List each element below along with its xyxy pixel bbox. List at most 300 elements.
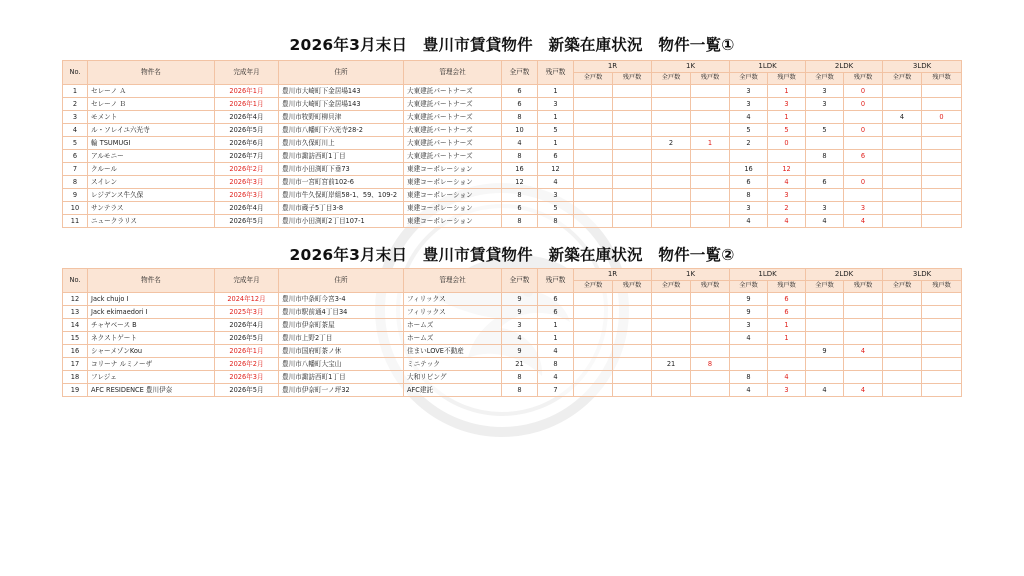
- cell-1k-remaining: [691, 319, 730, 332]
- cell-remaining: 4: [538, 345, 574, 358]
- cell-1k-remaining: [691, 293, 730, 306]
- cell-1ldk-remaining: 6: [768, 293, 806, 306]
- cell-total: 3: [502, 319, 538, 332]
- cell-1k-remaining: [691, 332, 730, 345]
- cell-1ldk-total: 4: [730, 384, 768, 397]
- cell-no: 1: [63, 85, 88, 98]
- cell-1k-total: [652, 215, 691, 228]
- cell-1r-remaining: [613, 202, 652, 215]
- cell-1k-remaining: [691, 111, 730, 124]
- cell-1ldk-total: 3: [730, 319, 768, 332]
- table-row: [63, 371, 962, 384]
- cell-3ldk-remaining: [922, 306, 962, 319]
- col-header-company: 管理会社: [404, 269, 502, 293]
- col-header-company: 管理会社: [404, 61, 502, 85]
- cell-2ldk-total: [806, 306, 844, 319]
- cell-address: 豊川市大崎町下金居場143: [279, 98, 404, 111]
- cell-no: 9: [63, 189, 88, 202]
- col-header-remaining: 残戸数: [538, 61, 574, 85]
- cell-total: 4: [502, 332, 538, 345]
- cell-1ldk-remaining: 6: [768, 306, 806, 319]
- cell-3ldk-total: [883, 371, 922, 384]
- cell-1r-remaining: [613, 306, 652, 319]
- cell-address: 豊川市国府町茶ノ休: [279, 345, 404, 358]
- cell-1ldk-remaining: 0: [768, 137, 806, 150]
- cell-1ldk-remaining: [768, 358, 806, 371]
- cell-completion: 2026年2月: [215, 358, 279, 371]
- cell-property-name: ニュークラリス: [88, 215, 215, 228]
- cell-no: 17: [63, 358, 88, 371]
- cell-2ldk-remaining: [844, 319, 883, 332]
- group-header-2ldk: 2LDK: [806, 269, 883, 281]
- sub-header-total: 全戸数: [574, 281, 613, 293]
- col-header-remaining: 残戸数: [538, 269, 574, 293]
- cell-1k-total: [652, 371, 691, 384]
- cell-2ldk-total: 4: [806, 384, 844, 397]
- cell-1r-total: [574, 215, 613, 228]
- cell-company: 大東建託パートナーズ: [404, 85, 502, 98]
- cell-total: 8: [502, 371, 538, 384]
- cell-1r-total: [574, 176, 613, 189]
- cell-1k-total: [652, 163, 691, 176]
- sub-header-remaining: 残戸数: [844, 281, 883, 293]
- sub-header-total: 全戸数: [652, 281, 691, 293]
- table-row: [63, 384, 962, 397]
- cell-completion: 2026年6月: [215, 137, 279, 150]
- cell-1r-total: [574, 345, 613, 358]
- cell-3ldk-remaining: [922, 85, 962, 98]
- cell-1r-total: [574, 306, 613, 319]
- cell-address: 豊川市小田渕町下垂73: [279, 163, 404, 176]
- cell-address: 豊川市上野2丁目: [279, 332, 404, 345]
- cell-company: フィリックス: [404, 293, 502, 306]
- sub-header-total: 全戸数: [730, 73, 768, 85]
- sub-header-remaining: 残戸数: [613, 73, 652, 85]
- cell-remaining: 6: [538, 306, 574, 319]
- cell-property-name: シャーメゾンKou: [88, 345, 215, 358]
- cell-address: 豊川市八幡町大宝山: [279, 358, 404, 371]
- cell-2ldk-remaining: 0: [844, 98, 883, 111]
- cell-2ldk-total: [806, 137, 844, 150]
- cell-remaining: 7: [538, 384, 574, 397]
- cell-total: 6: [502, 98, 538, 111]
- table-row: [63, 176, 962, 189]
- cell-address: 豊川市大崎町下金居場143: [279, 85, 404, 98]
- cell-total: 8: [502, 111, 538, 124]
- cell-total: 10: [502, 124, 538, 137]
- cell-1ldk-remaining: 4: [768, 215, 806, 228]
- cell-remaining: 8: [538, 358, 574, 371]
- table-row: [63, 306, 962, 319]
- cell-completion: 2026年5月: [215, 215, 279, 228]
- cell-total: 6: [502, 85, 538, 98]
- cell-1ldk-remaining: 4: [768, 176, 806, 189]
- cell-1k-total: 2: [652, 137, 691, 150]
- cell-1k-remaining: [691, 176, 730, 189]
- cell-2ldk-remaining: 4: [844, 384, 883, 397]
- cell-1ldk-total: 4: [730, 111, 768, 124]
- cell-remaining: 1: [538, 85, 574, 98]
- cell-completion: 2026年3月: [215, 176, 279, 189]
- page-title-1: 2026年3月末日 豊川市賃貸物件 新築在庫状況 物件一覧①: [289, 36, 735, 54]
- sub-header-remaining: 残戸数: [613, 281, 652, 293]
- cell-1ldk-remaining: 3: [768, 384, 806, 397]
- cell-remaining: 4: [538, 176, 574, 189]
- cell-total: 4: [502, 137, 538, 150]
- cell-1k-remaining: 8: [691, 358, 730, 371]
- cell-3ldk-remaining: [922, 189, 962, 202]
- cell-1r-total: [574, 111, 613, 124]
- cell-property-name: サンテラス: [88, 202, 215, 215]
- cell-no: 8: [63, 176, 88, 189]
- cell-no: 13: [63, 306, 88, 319]
- cell-no: 19: [63, 384, 88, 397]
- cell-company: 東建コーポレーション: [404, 176, 502, 189]
- cell-2ldk-remaining: 0: [844, 85, 883, 98]
- cell-1k-remaining: [691, 85, 730, 98]
- cell-company: 大東建託パートナーズ: [404, 124, 502, 137]
- cell-3ldk-total: [883, 163, 922, 176]
- cell-2ldk-total: [806, 319, 844, 332]
- cell-2ldk-total: 4: [806, 215, 844, 228]
- cell-address: 豊川市八幡町下六光寺28-2: [279, 124, 404, 137]
- sub-header-remaining: 残戸数: [768, 281, 806, 293]
- col-header-no: No.: [63, 61, 88, 85]
- cell-1r-total: [574, 319, 613, 332]
- cell-3ldk-remaining: [922, 384, 962, 397]
- cell-completion: 2026年5月: [215, 332, 279, 345]
- cell-1r-remaining: [613, 293, 652, 306]
- cell-property-name: クルール: [88, 163, 215, 176]
- cell-1r-remaining: [613, 384, 652, 397]
- cell-1k-total: [652, 124, 691, 137]
- cell-company: 大東建託パートナーズ: [404, 150, 502, 163]
- cell-no: 2: [63, 98, 88, 111]
- cell-completion: 2025年3月: [215, 306, 279, 319]
- cell-3ldk-total: [883, 293, 922, 306]
- sub-header-remaining: 残戸数: [922, 73, 962, 85]
- cell-completion: 2026年4月: [215, 319, 279, 332]
- group-header-1ldk: 1LDK: [730, 61, 806, 73]
- cell-3ldk-total: [883, 150, 922, 163]
- cell-1k-total: [652, 384, 691, 397]
- sub-header-remaining: 残戸数: [691, 73, 730, 85]
- cell-completion: 2026年3月: [215, 371, 279, 384]
- cell-completion: 2026年7月: [215, 150, 279, 163]
- cell-1ldk-remaining: [768, 150, 806, 163]
- cell-1r-total: [574, 124, 613, 137]
- cell-company: 大東建託パートナーズ: [404, 98, 502, 111]
- cell-total: 12: [502, 176, 538, 189]
- cell-1r-total: [574, 189, 613, 202]
- cell-property-name: セレーノ Ｂ: [88, 98, 215, 111]
- cell-2ldk-remaining: [844, 358, 883, 371]
- cell-1ldk-total: 5: [730, 124, 768, 137]
- cell-1r-total: [574, 332, 613, 345]
- cell-address: 豊川市諏訪西町1丁目: [279, 371, 404, 384]
- cell-property-name: Jack chujo Ⅰ: [88, 293, 215, 306]
- cell-3ldk-total: 4: [883, 111, 922, 124]
- cell-property-name: レジデンス牛久保: [88, 189, 215, 202]
- group-header-3ldk: 3LDK: [883, 61, 962, 73]
- cell-address: 豊川市牧野町柳貝津: [279, 111, 404, 124]
- cell-1ldk-total: 4: [730, 215, 768, 228]
- cell-2ldk-remaining: [844, 306, 883, 319]
- cell-3ldk-total: [883, 332, 922, 345]
- cell-company: ホームズ: [404, 319, 502, 332]
- cell-1ldk-total: 16: [730, 163, 768, 176]
- cell-property-name: スイレン: [88, 176, 215, 189]
- table-row: [63, 111, 962, 124]
- sub-header-total: 全戸数: [574, 73, 613, 85]
- cell-1ldk-total: 3: [730, 202, 768, 215]
- cell-company: ミニテック: [404, 358, 502, 371]
- cell-1k-total: [652, 345, 691, 358]
- cell-address: 豊川市蔵子5丁目3-8: [279, 202, 404, 215]
- cell-company: 東建コーポレーション: [404, 163, 502, 176]
- cell-2ldk-remaining: 6: [844, 150, 883, 163]
- cell-1k-remaining: [691, 371, 730, 384]
- cell-property-name: フレジェ: [88, 371, 215, 384]
- cell-3ldk-remaining: [922, 332, 962, 345]
- cell-property-name: モメント: [88, 111, 215, 124]
- cell-1k-remaining: [691, 163, 730, 176]
- col-header-no: No.: [63, 269, 88, 293]
- cell-3ldk-remaining: [922, 358, 962, 371]
- cell-property-name: アルモニー: [88, 150, 215, 163]
- group-header-1k: 1K: [652, 269, 730, 281]
- cell-1r-remaining: [613, 215, 652, 228]
- col-header-name: 物件名: [88, 61, 215, 85]
- cell-1ldk-remaining: 12: [768, 163, 806, 176]
- cell-1k-total: [652, 176, 691, 189]
- cell-1r-remaining: [613, 111, 652, 124]
- cell-total: 8: [502, 215, 538, 228]
- cell-1r-remaining: [613, 345, 652, 358]
- cell-3ldk-total: [883, 189, 922, 202]
- cell-remaining: 12: [538, 163, 574, 176]
- cell-1ldk-total: 9: [730, 306, 768, 319]
- group-header-2ldk: 2LDK: [806, 61, 883, 73]
- cell-completion: 2026年3月: [215, 189, 279, 202]
- cell-1r-total: [574, 384, 613, 397]
- cell-total: 8: [502, 150, 538, 163]
- cell-2ldk-total: [806, 371, 844, 384]
- cell-2ldk-total: [806, 111, 844, 124]
- cell-company: フィリックス: [404, 306, 502, 319]
- cell-2ldk-remaining: 0: [844, 124, 883, 137]
- col-header-total: 全戸数: [502, 269, 538, 293]
- cell-3ldk-remaining: [922, 124, 962, 137]
- table-row: [63, 98, 962, 111]
- cell-3ldk-total: [883, 384, 922, 397]
- cell-total: 8: [502, 384, 538, 397]
- cell-2ldk-remaining: [844, 293, 883, 306]
- cell-2ldk-total: 6: [806, 176, 844, 189]
- cell-1ldk-remaining: 3: [768, 98, 806, 111]
- cell-property-name: ネクストゲート: [88, 332, 215, 345]
- cell-1r-total: [574, 98, 613, 111]
- cell-3ldk-total: [883, 176, 922, 189]
- cell-1ldk-remaining: 3: [768, 189, 806, 202]
- cell-2ldk-remaining: [844, 163, 883, 176]
- sub-header-remaining: 残戸数: [922, 281, 962, 293]
- table-row: [63, 124, 962, 137]
- sub-header-total: 全戸数: [883, 281, 922, 293]
- cell-no: 14: [63, 319, 88, 332]
- cell-3ldk-total: [883, 306, 922, 319]
- cell-1k-remaining: 1: [691, 137, 730, 150]
- cell-1ldk-total: 3: [730, 98, 768, 111]
- cell-no: 12: [63, 293, 88, 306]
- cell-1k-total: [652, 150, 691, 163]
- cell-1r-total: [574, 371, 613, 384]
- group-header-1ldk: 1LDK: [730, 269, 806, 281]
- cell-completion: 2026年4月: [215, 111, 279, 124]
- cell-2ldk-remaining: 3: [844, 202, 883, 215]
- group-header-3ldk: 3LDK: [883, 269, 962, 281]
- table-row: [63, 358, 962, 371]
- cell-1ldk-total: [730, 358, 768, 371]
- cell-address: 豊川市駅前通4丁目34: [279, 306, 404, 319]
- cell-completion: 2026年1月: [215, 98, 279, 111]
- cell-address: 豊川市諏訪西町1丁目: [279, 150, 404, 163]
- cell-1ldk-remaining: 2: [768, 202, 806, 215]
- cell-3ldk-remaining: [922, 293, 962, 306]
- property-table-1: [62, 60, 962, 228]
- cell-2ldk-remaining: [844, 137, 883, 150]
- table-row: [63, 150, 962, 163]
- cell-2ldk-remaining: 4: [844, 215, 883, 228]
- cell-total: 8: [502, 189, 538, 202]
- cell-company: 東建コーポレーション: [404, 215, 502, 228]
- cell-1r-total: [574, 137, 613, 150]
- cell-1k-total: [652, 306, 691, 319]
- cell-1k-total: [652, 98, 691, 111]
- cell-1r-remaining: [613, 319, 652, 332]
- cell-remaining: 1: [538, 332, 574, 345]
- cell-3ldk-remaining: [922, 371, 962, 384]
- col-header-completion: 完成年月: [215, 61, 279, 85]
- cell-1k-remaining: [691, 98, 730, 111]
- cell-2ldk-total: 3: [806, 85, 844, 98]
- cell-remaining: 4: [538, 371, 574, 384]
- cell-1r-remaining: [613, 98, 652, 111]
- cell-2ldk-remaining: [844, 111, 883, 124]
- cell-2ldk-total: 3: [806, 202, 844, 215]
- sub-header-remaining: 残戸数: [768, 73, 806, 85]
- cell-3ldk-remaining: [922, 345, 962, 358]
- table-row: [63, 85, 962, 98]
- sub-header-total: 全戸数: [806, 73, 844, 85]
- cell-no: 18: [63, 371, 88, 384]
- col-header-name: 物件名: [88, 269, 215, 293]
- cell-1r-remaining: [613, 85, 652, 98]
- cell-1ldk-total: 3: [730, 85, 768, 98]
- cell-remaining: 8: [538, 215, 574, 228]
- cell-3ldk-remaining: [922, 176, 962, 189]
- cell-remaining: 1: [538, 319, 574, 332]
- cell-address: 豊川市伊奈町一ノ坪32: [279, 384, 404, 397]
- group-header-1r: 1R: [574, 61, 652, 73]
- cell-1r-remaining: [613, 163, 652, 176]
- cell-completion: 2026年2月: [215, 163, 279, 176]
- cell-2ldk-remaining: [844, 189, 883, 202]
- cell-company: 大東建託パートナーズ: [404, 137, 502, 150]
- cell-remaining: 1: [538, 111, 574, 124]
- sub-header-remaining: 残戸数: [691, 281, 730, 293]
- cell-3ldk-remaining: [922, 98, 962, 111]
- cell-1k-total: [652, 111, 691, 124]
- cell-3ldk-total: [883, 215, 922, 228]
- cell-remaining: 6: [538, 293, 574, 306]
- cell-3ldk-total: [883, 124, 922, 137]
- cell-company: 東建コーポレーション: [404, 189, 502, 202]
- sub-header-total: 全戸数: [883, 73, 922, 85]
- cell-1r-remaining: [613, 371, 652, 384]
- cell-1k-total: [652, 189, 691, 202]
- cell-1r-total: [574, 293, 613, 306]
- cell-1ldk-total: 4: [730, 332, 768, 345]
- cell-3ldk-total: [883, 137, 922, 150]
- cell-no: 16: [63, 345, 88, 358]
- table-row: [63, 202, 962, 215]
- cell-1r-remaining: [613, 124, 652, 137]
- cell-1k-total: [652, 202, 691, 215]
- col-header-total: 全戸数: [502, 61, 538, 85]
- cell-company: ホームズ: [404, 332, 502, 345]
- cell-1k-total: [652, 293, 691, 306]
- cell-1ldk-remaining: [768, 345, 806, 358]
- cell-total: 16: [502, 163, 538, 176]
- cell-3ldk-remaining: [922, 137, 962, 150]
- cell-3ldk-remaining: [922, 163, 962, 176]
- cell-property-name: AFC RESIDENCE 豊川伊奈: [88, 384, 215, 397]
- cell-completion: 2026年1月: [215, 345, 279, 358]
- cell-1r-remaining: [613, 358, 652, 371]
- cell-3ldk-remaining: 0: [922, 111, 962, 124]
- table-row: [63, 215, 962, 228]
- cell-1ldk-remaining: 1: [768, 319, 806, 332]
- table-row: [63, 319, 962, 332]
- cell-3ldk-remaining: [922, 319, 962, 332]
- cell-property-name: チャヤベース B: [88, 319, 215, 332]
- cell-no: 10: [63, 202, 88, 215]
- cell-no: 4: [63, 124, 88, 137]
- cell-3ldk-total: [883, 319, 922, 332]
- cell-completion: 2026年1月: [215, 85, 279, 98]
- table-row: [63, 293, 962, 306]
- cell-company: 住まいLOVE不動産: [404, 345, 502, 358]
- cell-2ldk-total: [806, 332, 844, 345]
- cell-1k-total: [652, 319, 691, 332]
- cell-2ldk-total: 9: [806, 345, 844, 358]
- cell-2ldk-remaining: 0: [844, 176, 883, 189]
- cell-3ldk-total: [883, 345, 922, 358]
- cell-remaining: 6: [538, 150, 574, 163]
- cell-company: AFC建託: [404, 384, 502, 397]
- cell-1r-total: [574, 150, 613, 163]
- cell-2ldk-remaining: [844, 371, 883, 384]
- cell-1r-remaining: [613, 176, 652, 189]
- cell-address: 豊川市中条町今宮3-4: [279, 293, 404, 306]
- cell-address: 豊川市小田渕町2丁目107-1: [279, 215, 404, 228]
- cell-company: 大東建託パートナーズ: [404, 111, 502, 124]
- table-row: [63, 189, 962, 202]
- cell-property-name: ル・ソレイユ六光寺: [88, 124, 215, 137]
- sub-header-remaining: 残戸数: [844, 73, 883, 85]
- property-table-2: [62, 268, 962, 397]
